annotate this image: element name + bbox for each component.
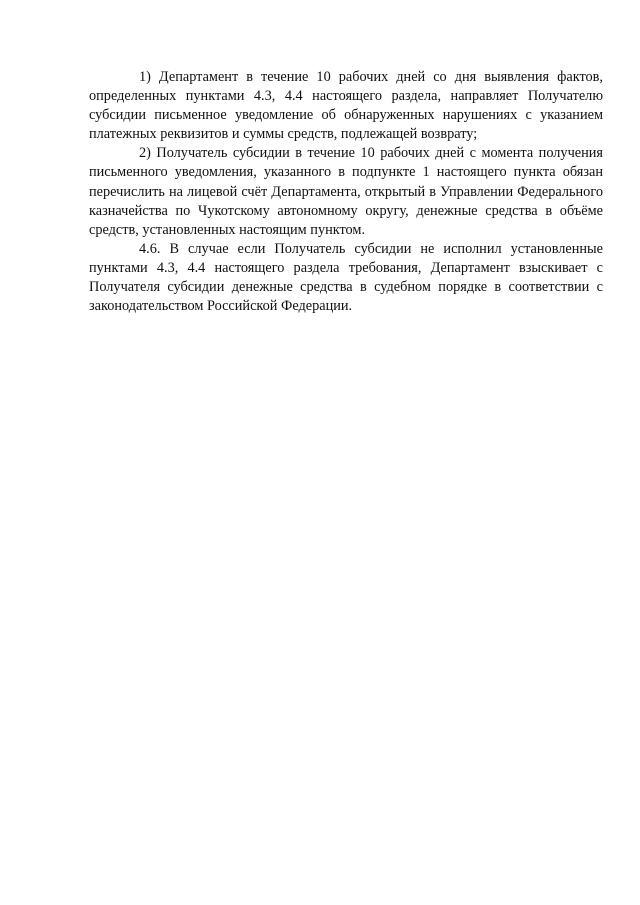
paragraph-subitem-1: 1) Департамент в течение 10 рабочих дней со дня выявления фактов, определенных пунктами 4.3, 4.4 настоящего раздела, направляет Получателю субсидии письменное уведомление об обнаруженных нарушениях с указанием платежных реквизитов и суммы средств, подлежащей возврату; bbox=[89, 69, 603, 143]
paragraph-subitem-2: 2) Получатель субсидии в течение 10 рабочих дней с момента получения письменного уведомления, указанного в подпункте 1 настоящего пункта обязан перечислить на лицевой счёт Департамента, открытый в Управлении Федерального казначейства по Чукотскому автономному округу, денежные средства в объёме средств, установленных настоящим пунктом. bbox=[89, 145, 603, 238]
document-body bbox=[89, 68, 603, 316]
paragraph-4-6: 4.6. В случае если Получатель субсидии не исполнил установленные пунктами 4.3, 4.4 настоящего раздела требования, Департамент взыскивает с Получателя субсидии денежные средства в судебном порядке в соответствии с законодательством Российской Федерации. bbox=[89, 240, 603, 315]
